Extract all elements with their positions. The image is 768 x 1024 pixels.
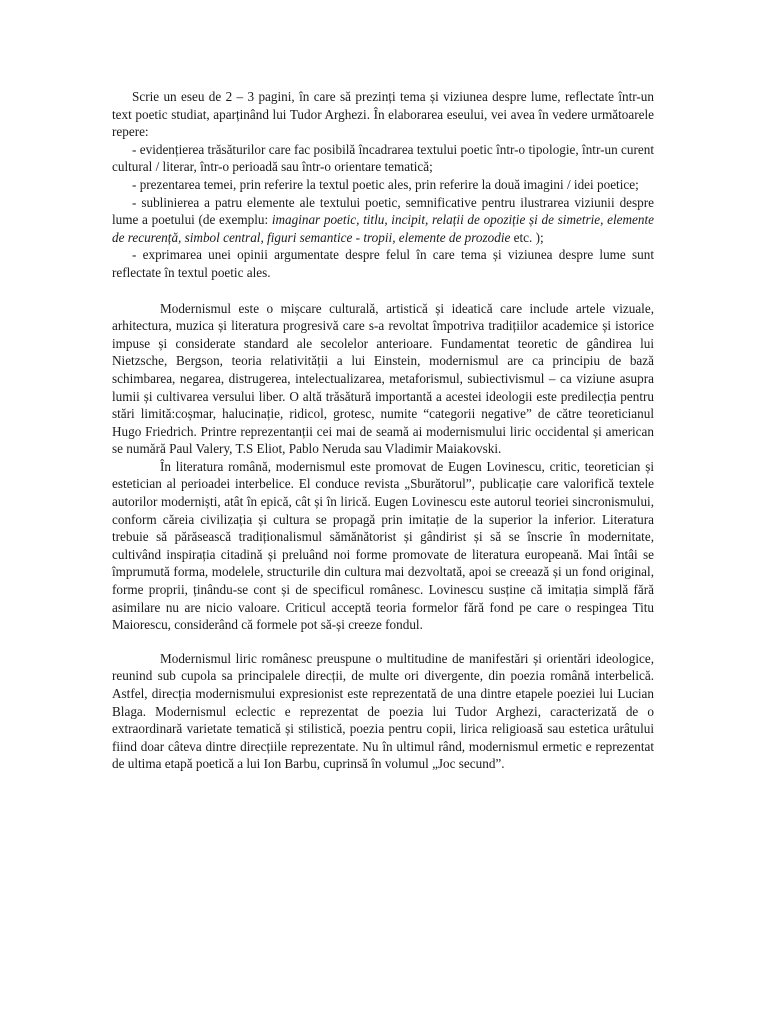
essay-paragraph-3: Modernismul liric românesc preuspune o multitudine de manifestări și orientări ideologice, reunind sub cupola sa principalele direcții, de multe ori divergente, din poezia română interbelică. Astfel, direcția modernismului expresionist este reprezentată de una dintre etapele poeziei lui Lucian Blaga. Modernismul eclectic e reprezentat de poezia lui Tudor Arghezi, caracterizată de o extraordinară varietate tematică și stilistică, poezia pentru copii, lirica religioasă sau estetica urâtului fiind doar câteva dintre direcțiile reprezentate. Nu în ultimul rând, modernismul ermetic e reprezentat de ultima etapă poetică a lui Ion Barbu, cuprinsă în volumul „Joc secund”.: [112, 650, 654, 772]
paragraph-spacer: [112, 282, 654, 300]
assignment-bullet-3-examples: imaginar poetic, titlu, incipit, relații de opoziție și de simetrie, elemente de recurență, simbol central, figuri semantice - tropii, elemente de prozodie: [112, 212, 654, 245]
assignment-bullet-3-prefix: - sublinierea a patru elemente ale textului poetic, semnificative pentru ilustrarea viziunii despre lume a poetului (de exemplu:: [112, 194, 654, 228]
document-page: [112, 88, 654, 773]
essay-paragraph-1: Modernismul este o mișcare culturală, artistică și ideatică care include artele vizuale, arhitectura, muzica și literatura progresivă care s-a revoltat împotriva tradițiilor academice și istorice impuse și considerate standard ale secolelor anterioare. Fundamentat teoretic de gândirea lui Nietzsche, Bergson, teoria relativității a lui Einstein, modernismul are ca principiu de bază schimbarea, negarea, distrugerea, intelectualizarea, metaforismul, subiectivismul – ca viziune asupra lumii și cultivarea versului liber. O altă trăsătură importantă a acestei ideologii este predilecția pentru stări limită:coșmar, halucinație, ridicol, grotesc, numite “categorii negative” de către teoreticianul Hugo Friedrich. Printre reprezentanții cei mai de seamă ai modernismului liric occidental și american se numără Paul Valery, T.S Eliot, Pablo Neruda sau Vladimir Maiakovski.: [112, 300, 654, 457]
assignment-bullet-3-suffix: etc. );: [510, 229, 544, 245]
assignment-bullet-3: [112, 194, 654, 247]
assignment-intro: Scrie un eseu de 2 – 3 pagini, în care să prezinți tema și viziunea despre lume, reflectate într-un text poetic studiat, aparținând lui Tudor Arghezi. În elaborarea eseului, vei avea în vedere următoarele repere:: [112, 89, 654, 140]
assignment-bullet-2: - prezentarea temei, prin referire la textul poetic ales, prin referire la două imagini / idei poetice;: [132, 176, 639, 192]
paragraph-spacer: [112, 634, 654, 650]
assignment-bullet-1: - evidențierea trăsăturilor care fac posibilă încadrarea textului poetic într-o tipologie, într-un curent cultural / literar, într-o perioadă sau într-o orientare tematică;: [112, 141, 654, 175]
assignment-bullet-4: - exprimarea unei opinii argumentate despre felul în care tema și viziunea despre lume sunt reflectate în textul poetic ales.: [112, 247, 654, 280]
essay-paragraph-2: În literatura română, modernismul este promovat de Eugen Lovinescu, critic, teoretician și estetician al perioadei interbelice. El conduce revista „Sburătorul”, publicație care valorifică textele autorilor moderniști, atât în epică, cât și în lirică. Eugen Lovinescu este autorul teoriei sincronismului, conform căreia civilizația și cultura se propagă prin imitație de la superior la inferior. Literatura trebuie să părăsească tradiționalismul sămănătorist și gândirist și să se înscrie în modernitate, cultivând inspirația citadină și preluând noi forme promovate de literatura europeană. Mai întâi se împrumută forma, modelele, structurile din cultura mai dezvoltată, apoi se creează și un fond original, forme proprii, ținându-se cont și de specificul românesc. Lovinescu susține că imitația simplă fără asimilare nu are nicio valoare. Criticul acceptă teoria formelor fără fond pe care o respingea Titu Maiorescu, considerând că formele pot să-și creeze fondul.: [112, 458, 654, 633]
